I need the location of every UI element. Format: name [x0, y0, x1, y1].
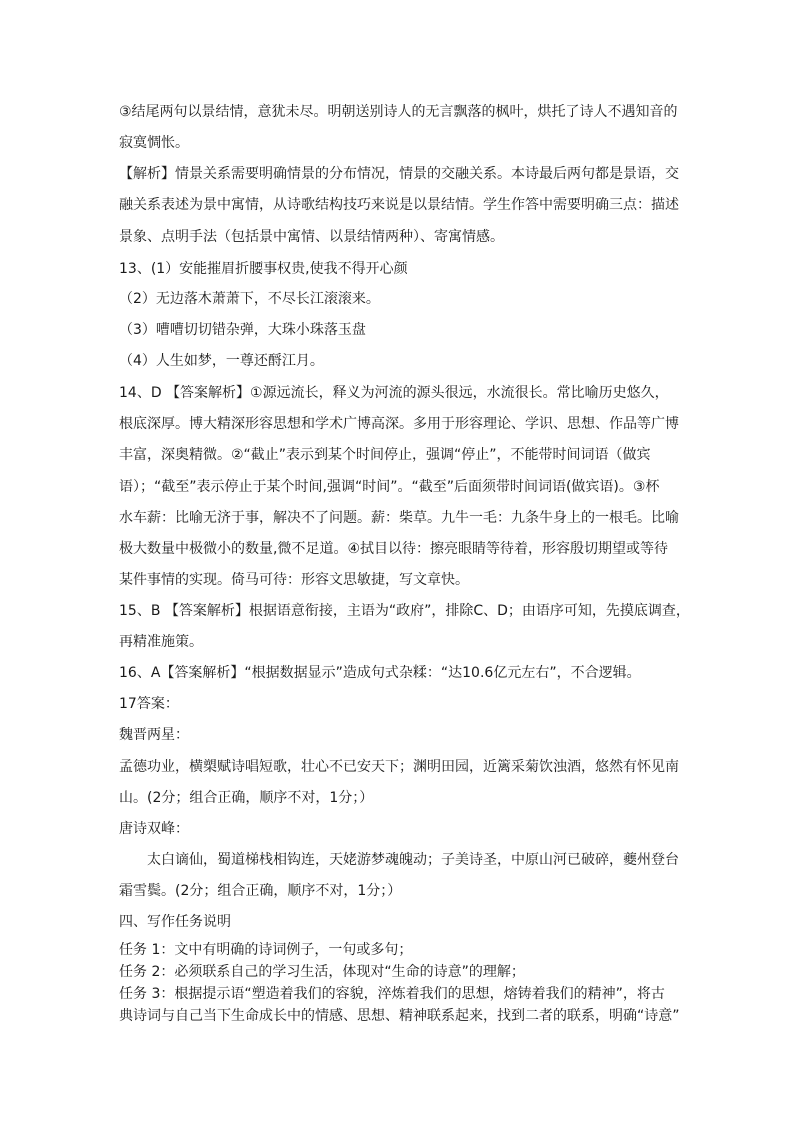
text-line: 水车薪：比喻无济于事，解决不了问题。薪：柴草。九牛一毛：九条牛身上的一根毛。比喻 — [119, 510, 679, 526]
text-line: 任务 3：根据提示语“塑造着我们的容貌，淬炼着我们的思想，熔铸着我们的精神”，将古 — [119, 986, 665, 1002]
text-line: 典诗词与自己当下生命成长中的情感、思想、精神联系起来，找到二者的联系，明确“诗意” — [119, 1008, 680, 1024]
text-line: 语）；“截至”表示停止于某个时间,强调“时间”。“截至”后面须带时间词语(做宾语)。③杯 — [119, 479, 660, 495]
text-line: 任务 1：文中有明确的诗词例子，一句或多句； — [119, 942, 413, 958]
text-line: 14、D 【答案解析】①源远流长，释义为河流的源头很远，水流很长。常比喻历史悠久， — [119, 385, 669, 401]
text-line: 融关系表述为景中寓情，从诗歌结构技巧来说是以景结情。学生作答中需要明确三点：描述 — [119, 197, 679, 213]
text-line: （2）无边落木萧萧下，不尽长江滚滚来。 — [119, 291, 380, 307]
text-line: 唐诗双峰： — [119, 821, 189, 837]
text-line: 15、B 【答案解析】根据语意衔接，主语为“政府”，排除C、D；由语序可知，先摸底调查， — [119, 603, 690, 619]
text-line: （4）人生如梦，一尊还酹江月。 — [119, 353, 324, 369]
text-line: 任务 2：必须联系自己的学习生活，体现对“生命的诗意”的理解； — [119, 964, 525, 980]
text-line: 山。(2分；组合正确，顺序不对，1分；） — [119, 790, 374, 806]
text-line: 17答案： — [119, 696, 179, 712]
text-line: 四、写作任务说明 — [119, 914, 231, 930]
text-line: 太白谪仙，蜀道梯栈相钩连，天姥游梦魂魄动；子美诗圣，中原山河已破碎，夔州登台 — [147, 852, 679, 868]
text-line: 某件事情的实现。倚马可待：形容文思敏捷，写文章快。 — [119, 572, 469, 588]
text-line: ③结尾两句以景结情，意犹未尽。明朝送别诗人的无言飘落的枫叶，烘托了诗人不遇知音的 — [119, 104, 678, 120]
text-line: 寂寞惆怅。 — [119, 135, 189, 151]
text-line: 丰富，深奥精微。②“截止”表示到某个时间停止，强调“停止”，不能带时间词语（做宾 — [119, 447, 651, 463]
text-line: 孟德功业，横槊赋诗唱短歌，壮心不已安天下；渊明田园，近篱采菊饮浊酒，悠然有怀见南 — [119, 759, 679, 775]
text-line: （3）嘈嘈切切错杂弹，大珠小珠落玉盘 — [119, 322, 366, 338]
text-line: 16、A【答案解析】“根据数据显示”造成句式杂糅：“达10.6亿元左右”，不合逻辑。 — [119, 665, 641, 681]
text-line: 13、(1）安能摧眉折腰事权贵,使我不得开心颜 — [119, 261, 408, 277]
text-line: 【解析】情景关系需要明确情景的分布情况，情景的交融关系。本诗最后两句都是景语，交 — [119, 166, 679, 182]
text-line: 霜雪鬓。(2分；组合正确，顺序不对，1分；） — [119, 883, 402, 899]
text-line: 魏晋两星： — [119, 727, 189, 743]
text-line: 根底深厚。博大精深形容思想和学术广博高深。多用于形容理论、学识、思想、作品等广博 — [119, 416, 679, 432]
text-line: 景象、点明手法（包括景中寓情、以景结情两种）、寄寓情感。 — [119, 229, 504, 245]
text-line: 再精准施策。 — [119, 634, 203, 650]
text-line: 极大数量中极微小的数量,微不足道。④拭目以待：擦亮眼睛等待着，形容殷切期望或等待 — [119, 541, 668, 557]
